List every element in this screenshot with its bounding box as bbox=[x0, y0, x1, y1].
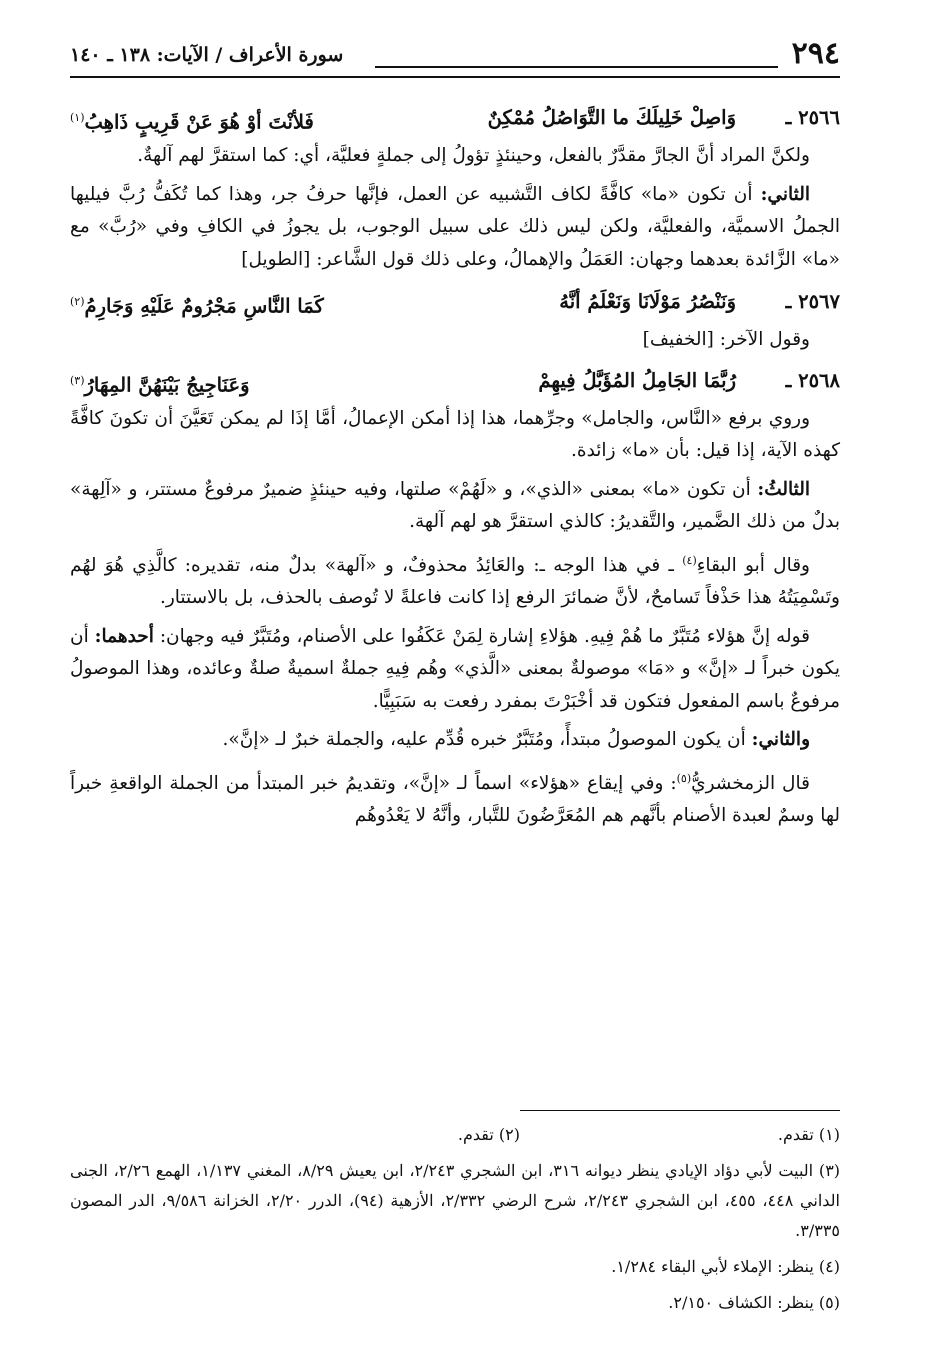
paragraph bbox=[70, 724, 840, 757]
verse-second-text: وَعَنَاجِيجُ بَيْنَهُنَّ المِهَارُ bbox=[84, 373, 250, 396]
paragraph-text: أن يكون خبراً لـ «إنَّ» و «مَا» موصولةٌ بمعنى «الَّذي» وهُم فِيهِ جملةٌ اسميةٌ صلةٌ وعائده، وهذا الموصولُ مرفوعٌ باسم المفعول فتكون قد أخْبَرْتَ بمفرد رفعت به سَبَبِيًّا. bbox=[70, 625, 840, 712]
verse-second-hemistich bbox=[70, 98, 314, 143]
footnote-ref: (٢) bbox=[70, 295, 85, 308]
verse-2566 bbox=[70, 98, 840, 138]
paragraph bbox=[70, 179, 840, 277]
verse-first-hemistich: وَاصِلْ خَلِيلَكَ ما التَّوَاصُلُ مُمْكِنٌ bbox=[487, 106, 736, 129]
verse-second-text: كَمَا النَّاسِ مَجْرُومٌ عَلَيْهِ وَجَارِمُ bbox=[84, 294, 324, 318]
paragraph-lead: أحدهما: bbox=[94, 625, 154, 647]
verse-2567 bbox=[70, 282, 840, 322]
book-page bbox=[70, 28, 840, 1328]
verse-first-hemistich: رُبَّمَا الجَامِلُ المُؤَبَّلُ فِيهِمْ bbox=[538, 368, 736, 392]
footnote-4: (٤) ينظر: الإملاء لأبي البقاء ١/٢٨٤. bbox=[611, 1257, 840, 1276]
footnote-ref: (٤) bbox=[682, 553, 697, 567]
paragraph-lead: والثاني: bbox=[751, 729, 810, 751]
paragraph-text: : وفي إيقاع «هؤلاء» اسماً لـ «إنَّ»، وتقديمُ خبر المبتدأ من الجملة الواقعةِ خبراً لها وسمٌ لعبدة الأصنام بأنَّهم هم المُعَرَّضُونَ للتَّبار، وأنَّهُ لا يَعْدُوهُم bbox=[70, 772, 840, 827]
paragraph bbox=[70, 545, 840, 615]
verse-second-hemistich bbox=[70, 282, 324, 327]
paragraph bbox=[70, 621, 840, 719]
running-header bbox=[70, 36, 840, 78]
footnotes bbox=[70, 1120, 840, 1324]
verse-first-hemistich: وَنَنْصُرُ مَوْلَانَا وَنَعْلَمُ أنَّهُ bbox=[559, 290, 736, 313]
header-divider-line bbox=[375, 66, 778, 68]
verse-second-text: فَلأنْتَ أوْ هُوَ عَنْ قَرِيبٍ ذَاهِبُ bbox=[84, 110, 314, 134]
main-text bbox=[70, 94, 840, 839]
paragraph-text: أن تكون «ما» كافَّةً لكاف التَّشبيه عن العمل، فإنَّها حرفُ جر، وهذا كما تُكَفُّ رُبَّ فيليها الجملُ الاسميَّة، والفعليَّة، ولكن ليس ذلك على سبيل الوجوب، بل يجوزُ في الكافِ وفي «رُبَّ» مع «ما» الزَّائدة بعدهما وجهان: العَمَلُ والإهمالُ، وعلى ذلك قول الشَّاعر: [الطويل] bbox=[70, 183, 840, 270]
verse-number: ٢٥٦٨ ـ bbox=[785, 368, 840, 392]
footnote-2: (٢) تقدم. bbox=[457, 1125, 520, 1144]
paragraph-text: وقال أبو البقاءِ bbox=[696, 554, 810, 576]
verse-second-hemistich bbox=[70, 361, 250, 406]
paragraph-text: قوله إنَّ هؤلاء مُتَبَّرٌ ما هُمْ فِيهِ. هؤلاءِ إشارة لِمَنْ عَكَفُوا على الأصنام، ومُتَبَّرٌ فيه وجهان: bbox=[159, 625, 810, 647]
footnote-separator bbox=[520, 1110, 840, 1111]
paragraph-text: ـ في هذا الوجه ـ: والعَائِدُ محذوفٌ، و «آلهة» بدلٌ منه، تقديره: كالَّذِي هُوَ لهُم وتَسْمِيَتُهُ هذا حَذْفاً تَسامحٌ، لأنَّ ضمائرَ الرفع إذا كانت فاعلةً لا تُوصف بالحذف، بل بالاستتار. bbox=[70, 554, 840, 609]
paragraph-lead: الثالثُ: bbox=[757, 478, 810, 500]
verse-2568 bbox=[70, 361, 840, 401]
footnote-ref: (٥) bbox=[676, 771, 692, 785]
paragraph-text: قال الزمخشريُّ bbox=[691, 772, 810, 794]
footnote-1: (١) تقدم. bbox=[777, 1125, 840, 1144]
running-header-title: سورة الأعراف / الآيات: ١٣٨ ـ ١٤٠ bbox=[70, 44, 344, 66]
verse-number: ٢٥٦٧ ـ bbox=[785, 290, 840, 313]
paragraph-lead: الثاني: bbox=[760, 183, 810, 205]
footnote-3: (٣) البيت لأبي دؤاد الإيادي ينظر ديوانه ٣١٦، ابن الشجري ٢/٢٤٣، ابن يعيش ٨/٢٩، المغني ١/١٣٧، الهمع ٢/٢٦، الجنى الداني ٤٤٨، ٤٥٥، ابن الشجري ٢/٢٤٣، شرح الرضي ٢/٣٣٢، الأزهية (٩٤)، الدرر ٢/٢٠، الخزانة ٩/٥٨٦، الدر المصون ٣/٣٣٥. bbox=[70, 1161, 841, 1240]
paragraph-text: أن يكون الموصولُ مبتدأً، ومُتَبَّرٌ خبره قُدِّم عليه، والجملة خبرٌ لـ «إنَّ». bbox=[222, 729, 746, 751]
paragraph: ولكنَّ المراد أنَّ الجارَّ مقدَّرٌ بالفعل، وحينئذٍ تؤولُ إلى جملةٍ فعليَّة، أي: كما استقرَّ لهم آلهةٌ. bbox=[137, 145, 810, 166]
paragraph: وروي برفع «النَّاس، والجامل» وجرِّهما، هذا إذا أمكن الإعمالُ، أمَّا إذَا لم يمكن تَعَيَّنَ أن تكونَ كافَّةً كهذه الآية، إذا قيل: بأن «ما» زائدة. bbox=[70, 407, 840, 461]
footnote-ref: (٣) bbox=[70, 373, 85, 387]
footnote-row bbox=[70, 1120, 840, 1150]
paragraph-text: أن تكون «ما» بمعنى «الذي»، و «لَهُمْ» صلتها، وفيه حينئذٍ ضميرٌ مرفوعٌ مستتر، و «آلِهة» بدلٌ من ذلك الضَّمير، والتَّقديرُ: كالذي استقرَّ هو لهم آلهة. bbox=[70, 478, 840, 532]
paragraph bbox=[70, 763, 840, 833]
footnote-5: (٥) ينظر: الكشاف ٢/١٥٠. bbox=[668, 1293, 840, 1312]
verse-number: ٢٥٦٦ ـ bbox=[785, 106, 840, 129]
meter-label: وقول الآخر: [الخفيف] bbox=[642, 329, 810, 350]
paragraph bbox=[70, 474, 840, 539]
footnote-ref: (١) bbox=[70, 111, 85, 124]
page-number: ٢٩٤ bbox=[791, 36, 840, 71]
